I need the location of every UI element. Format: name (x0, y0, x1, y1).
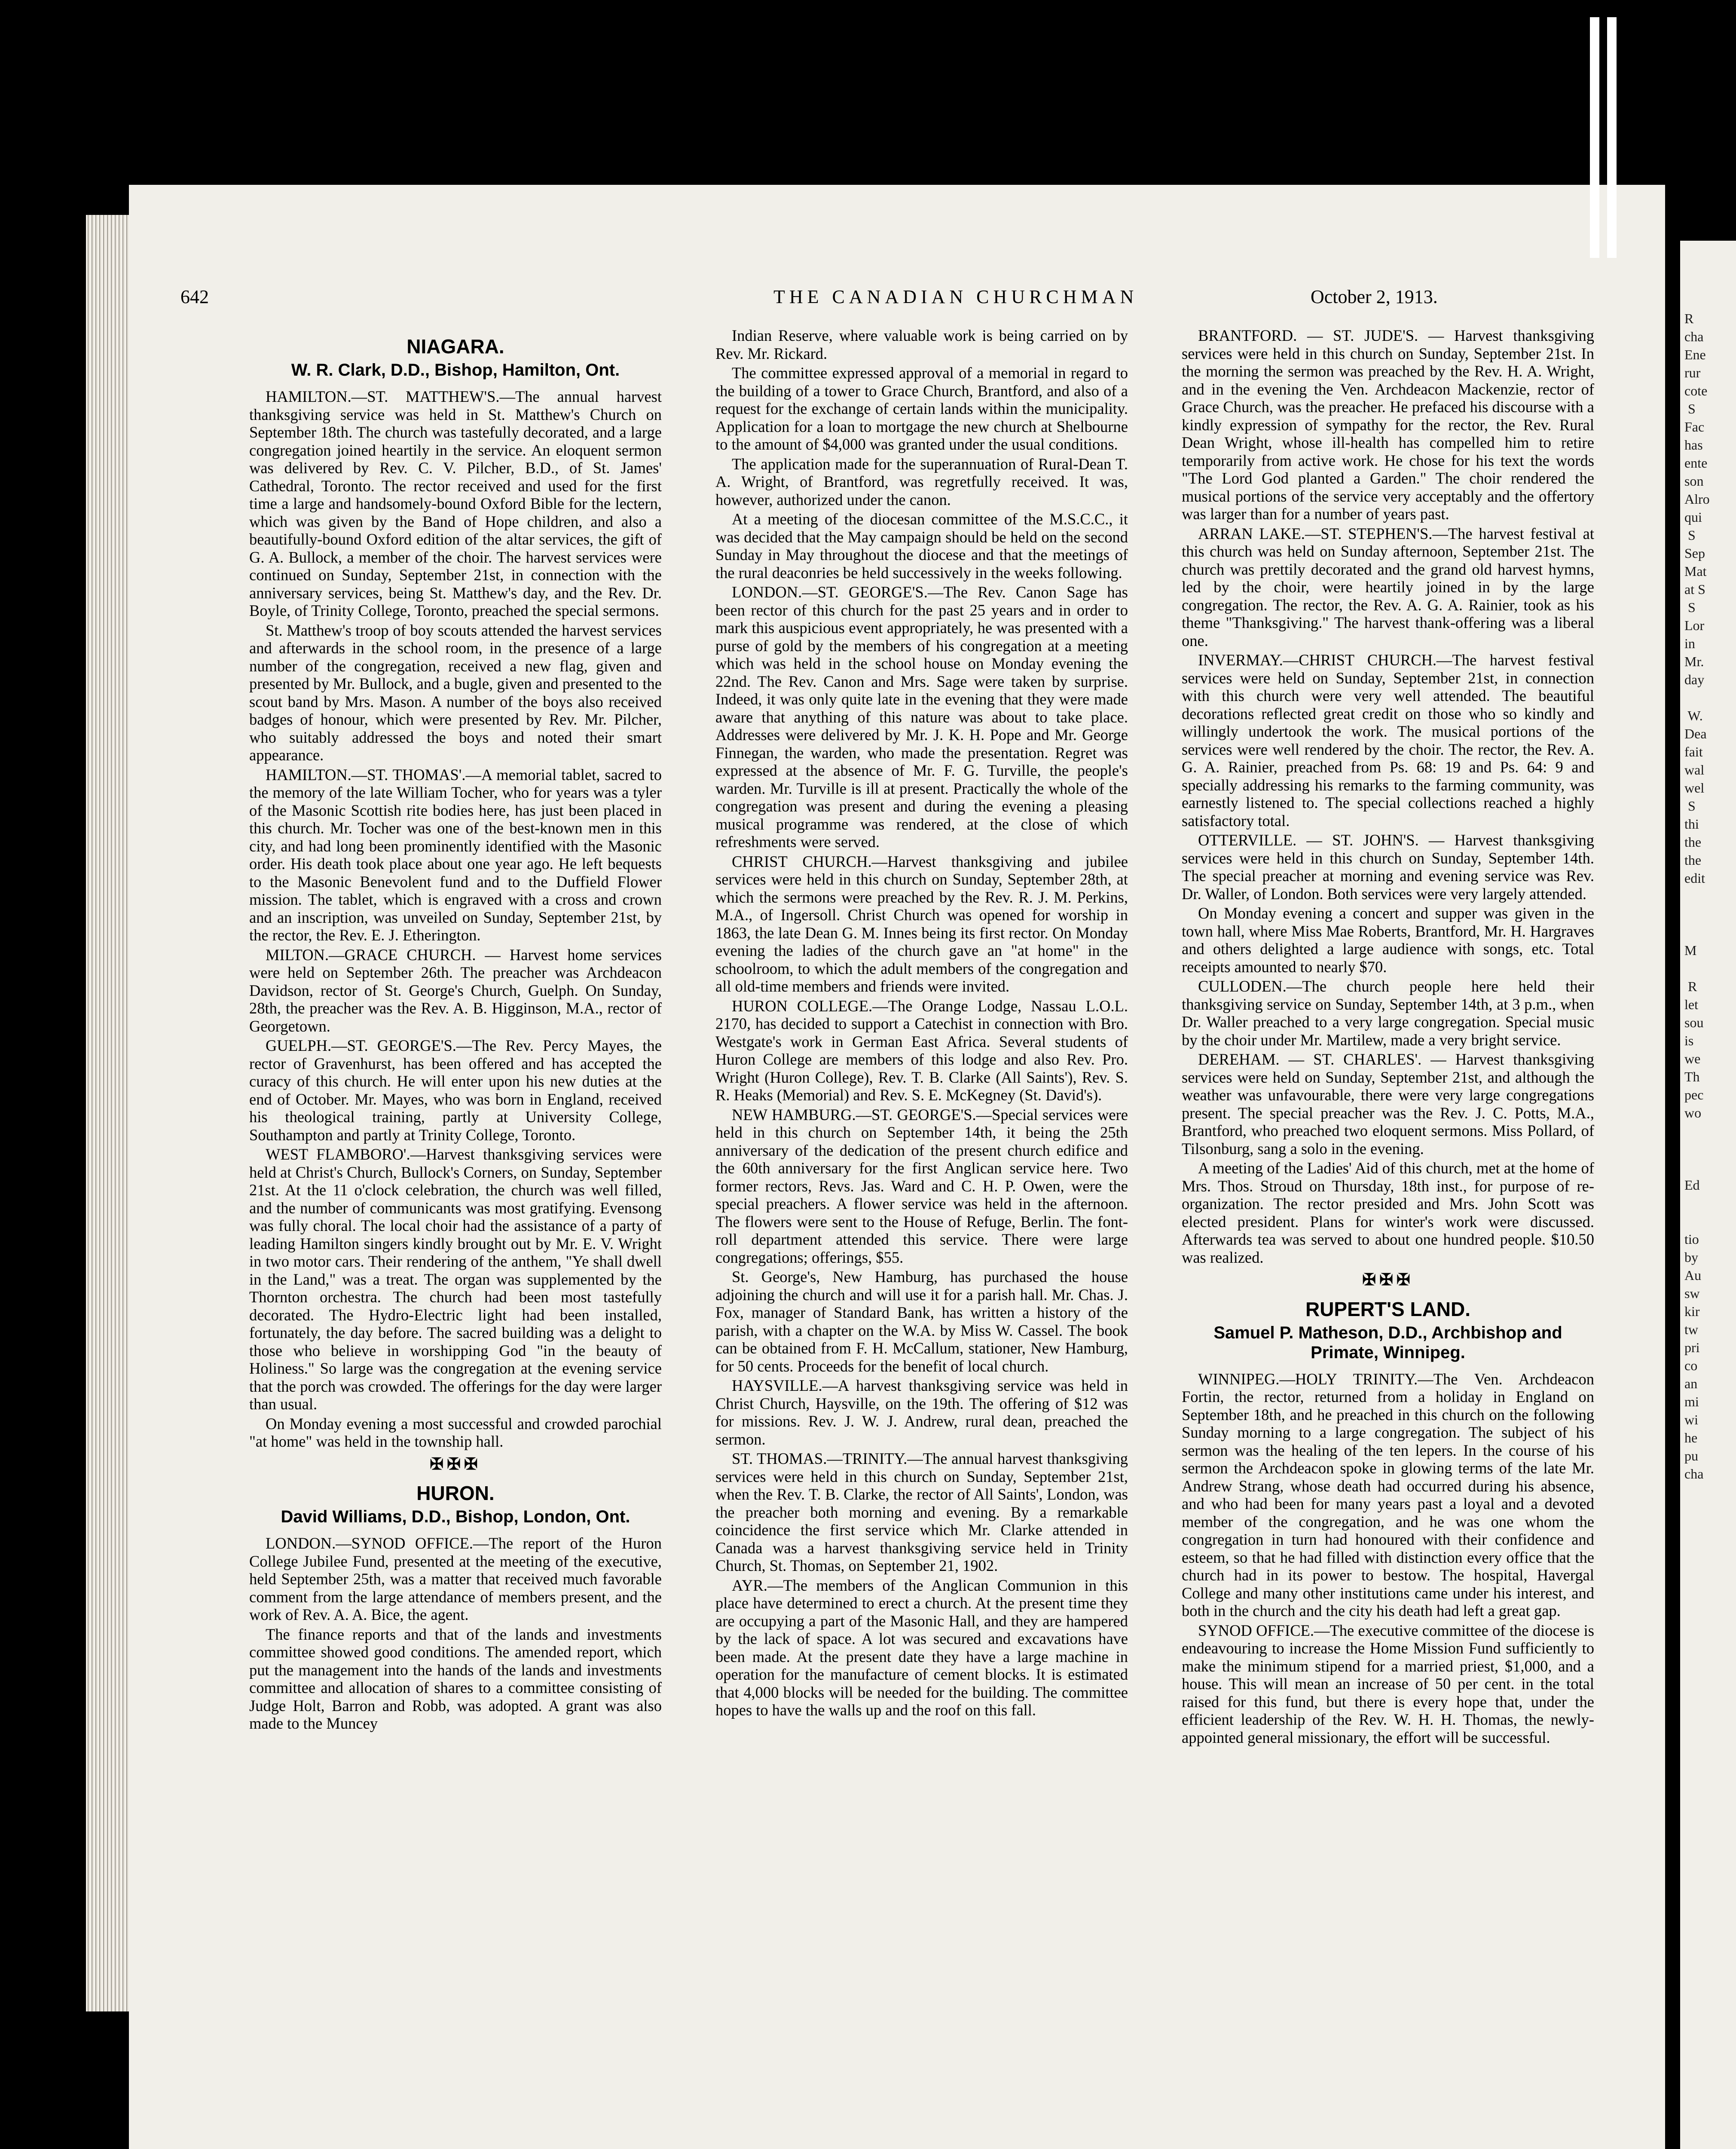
paragraph: AYR.—The members of the Anglican Communion in this place have determined to erect a church. At the present time they are occupying a part of the Masonic Hall, and they are hampered by the lack of space. A lot was secured and excavations have been made. At the present date they have a large machine in operation for the manufacture of cement blocks. It is estimated that 4,000 blocks will be needed for the building. The committee hopes to have the walls up and the roof on this fall. (715, 1576, 1128, 1719)
paragraph: MILTON.—GRACE CHURCH. — Harvest home services were held on September 26th. The preacher was Archdeacon Davidson, rector of St. George's Church, Guelph. On Sunday, 28th, the preacher was the Rev. A. B. Higginson, M.A., rector of Georgetown. (249, 946, 662, 1035)
paragraph: The finance reports and that of the lands and investments committee showed good conditions. The amended report, which put the management into the hands of the lands and investments committee and allocation of shares to a committee consisting of Judge Holt, Barron and Robb, was adopted. A grant was also made to the Muncey (249, 1625, 662, 1732)
adjacent-page-edge (1680, 241, 1736, 2149)
paragraph: A meeting of the Ladies' Aid of this church, met at the home of Mrs. Thos. Stroud on Thursday, 18th inst., for purpose of re-organization. The rector presided and Mrs. John Scott was elected president. Plans for winter's work were discussed. Afterwards tea was served to about one hundred people. $10.50 was realized. (1182, 1159, 1594, 1266)
paragraph: SYNOD OFFICE.—The executive committee of the diocese is endeavouring to increase the Home Mission Fund sufficiently to make the minimum stipend for a married priest, $1,000, and a house. This will mean an increase of 50 per cent. in the total raised for this fund, but there is every hope that, under the efficient leadership of the Rev. W. H. H. Thomas, the newly-appointed general missionary, the effort will be successful. (1182, 1621, 1594, 1746)
page-number: 642 (180, 286, 209, 307)
paragraph: ARRAN LAKE.—ST. STEPHEN'S.—The harvest festival at this church was held on Sunday afternoon, September 21st. The church was prettily decorated and the grand old harvest hymns, led by the choir, were heartily joined in by the large congregation. The rector, the Rev. A. G. A. Rainier, took as his theme "Thanksgiving." The harvest thank-offering was a liberal one. (1182, 524, 1594, 649)
binding-bar-top-1 (1590, 17, 1599, 258)
paragraph: LONDON.—SYNOD OFFICE.—The report of the Huron College Jubilee Fund, presented at the meeting of the executive, held September 25th, was a matter that received much favorable comment from the large attendance of members present, and the work of Rev. A. A. Bice, the agent. (249, 1534, 662, 1623)
paragraph: The application made for the superannuation of Rural-Dean T. A. Wright, of Brantford, was regretfully received. It was, however, authorized under the canon. (715, 455, 1128, 508)
section-bishop-huron: David Williams, D.D., Bishop, London, Ont. (281, 1507, 630, 1526)
paragraph: WEST FLAMBORO'.—Harvest thanksgiving services were held at Christ's Church, Bullock's Corners, on Sunday, September 21st. At the 11 o'clock celebration, the church was well filled, and the number of communicants was most gratifying. Evensong was fully choral. The local choir had the assistance of a party of leading Hamilton singers kindly brought out by Mr. E. V. Wright in two motor cars. Their rendering of the anthem, "Ye shall dwell in the Land," was a treat. The organ was supplemented by the Thornton orchestra. The church had been most tastefully decorated. The Hydro-Electric light had been installed, fortunately, the day before. The sacred building was a delight to those who believe in worshipping God "in the beauty of Holiness." So large was the congregation at the evening service that the porch was crowded. The offerings for the day were larger than usual. (249, 1145, 662, 1413)
section-title-niagara: NIAGARA. (406, 335, 504, 358)
adjacent-page-text-fragment: R cha Ene rur cote S Fac has ente son Alro qui S Sep Mat at S S Lor in Mr. day W. Dea fait wal wel S thi the the edit M R let sou is we Th pec wo Ed tio by Au sw kir tw pri co an mi wi he pu cha (1684, 311, 1710, 1482)
paragraph: HURON COLLEGE.—The Orange Lodge, Nassau L.O.L. 2170, has decided to support a Catechist in connection with Bro. Westgate's work in German East Africa. Several students of Huron College are members of this lodge and also Rev. Pro. Wright (Huron College), Rev. T. B. Clarke (All Saints'), Rev. S. R. Heaks (Memorial) and Rev. S. E. McKegney (St. David's). (715, 997, 1128, 1104)
paragraph: NEW HAMBURG.—ST. GEORGE'S.—Special services were held in this church on September 14th, it being the 25th anniversary of the dedication of the present church edifice and the 60th anniversary for the first Anglican service here. Two former rectors, Revs. Jas. Ward and C. H. P. Owen, were the special preachers. A flower service was held in the afternoon. The flowers were sent to the House of Refuge, Berlin. The font-roll department attended this service. There were large congregations; offerings, $55. (715, 1105, 1128, 1266)
publication-title: THE CANADIAN CHURCHMAN (773, 286, 1138, 307)
binding-bar-top-2 (1607, 17, 1617, 258)
section-ornament: ✠✠✠ (1362, 1271, 1414, 1289)
issue-date: October 2, 1913. (1311, 286, 1438, 307)
section-bishop-niagara: W. R. Clark, D.D., Bishop, Hamilton, Ont. (291, 361, 620, 380)
column-2 (715, 327, 1128, 1721)
column-3 (1182, 327, 1594, 1748)
column-1 (249, 327, 662, 1734)
paragraph: LONDON.—ST. GEORGE'S.—The Rev. Canon Sage has been rector of this church for the past 25 years and in order to mark this auspicious event appropriately, he was presented with a purse of gold by the members of his congregation at a meeting which was held in the school house on Monday evening the 22nd. The Rev. Canon and Mrs. Sage were taken by surprise. Indeed, it was only quite late in the evening that they were made aware that anything of this nature was about to take place. Addresses were delivered by Mr. J. K. H. Pope and Mr. George Finnegan, the warden, who made the presentation. Regret was expressed at the absence of Mr. F. G. Turville, the people's warden. Mr. Turville is ill at present. Practically the whole of the congregation was present and during the evening a pleasing musical programme was rendered, at the close of which refreshments were served. (715, 583, 1128, 851)
paragraph: HAMILTON.—ST. MATTHEW'S.—The annual harvest thanksgiving service was held in St. Matthew's Church on September 18th. The church was tastefully decorated, and a large congregation joined heartily in the service. An eloquent sermon was delivered by Rev. C. V. Pilcher, B.D., of St. James' Cathedral, Toronto. The rector received and used for the first time a large and handsomely-bound Oxford Bible for the lectern, which was given by the Band of Hope children, and also a beautifully-bound Oxford edition of the altar services, the gift of G. A. Bullock, a member of the choir. The harvest services were continued on Sunday, September 21st, in connection with the anniversary services, being St. Matthew's day, and the Rev. Dr. Boyle, of Trinity College, Toronto, preached the special sermons. (249, 388, 662, 619)
paragraph: St. Matthew's troop of boy scouts attended the harvest services and afterwards in the school room, in the presence of a large number of the congregation, received a new flag, given and presented by Mr. Bullock, and a bugle, given and presented to the scout band by Mrs. Mason. A number of the boys also received badges of honour, which were presented by Rev. Mr. Pilcher, who suitably addressed the boys and noted their smart appearance. (249, 621, 662, 764)
paragraph: CULLODEN.—The church people here held their thanksgiving service on Sunday, September 14th, at 3 p.m., when Dr. Waller preached to a very large congregation. Special music by the choir under Mr. Martilew, made a very bright service. (1182, 977, 1594, 1049)
paragraph: At a meeting of the diocesan committee of the M.S.C.C., it was decided that the May campaign should be held on the second Sunday in May throughout the diocese and that the meetings of the rural deaconries be held successively in the weeks following. (715, 510, 1128, 582)
paragraph: OTTERVILLE. — ST. JOHN'S. — Harvest thanksgiving services were held in this church on Sunday, September 14th. The special preacher at morning and evening service was Rev. Dr. Waller, of London. Both services were very largely attended. (1182, 831, 1594, 903)
section-bishop-ruperts-land: Samuel P. Matheson, D.D., Archbishop and Primate, Winnipeg. (1213, 1323, 1562, 1362)
paragraph: BRANTFORD. — ST. JUDE'S. — Harvest thanksgiving services were held in this church on Sunday, September 21st. In the morning the sermon was preached by the Rev. H. A. Wright, and in the evening the Ven. Archdeacon Mackenzie, rector of Grace Church, was the preacher. He prefaced his discourse with a kindly expression of sympathy for the rector, the Rev. Rural Dean Wright, whose ill-health has compelled him to retire temporarily from active work. He chose for his text the words "The Lord God planted a Garden." The choir rendered the musical portions of the service very acceptably and the offertory was larger than for a number of years past. (1182, 327, 1594, 523)
section-title-ruperts-land: RUPERT'S LAND. (1305, 1298, 1471, 1320)
paragraph: DEREHAM. — ST. CHARLES'. — Harvest thanksgiving services were held on Sunday, September 21st, and although the weather was unfavourable, there were very large congregations present. The special preacher was the Rev. J. C. Potts, M.A., Brantford, who preached two eloquent sermons. Miss Pollard, of Tilsonburg, sang a solo in the evening. (1182, 1050, 1594, 1157)
paragraph: HAMILTON.—ST. THOMAS'.—A memorial tablet, sacred to the memory of the late William Tocher, who for years was a tyler of the Masonic Scottish rite bodies here, has just been placed in this church. Mr. Tocher was one of the best-known men in this city, and had long been prominently identified with the Masonic order. His death took place about one year ago. He left bequests to the Masonic Benevolent fund and to the Duffield Flower mission. The tablet, which is engraved with a cross and crown and an inscription, was unveiled on Sunday, September 21st, by the rector, the Rev. E. J. Etherington. (249, 765, 662, 944)
paragraph: INVERMAY.—CHRIST CHURCH.—The harvest festival services were held on Sunday, September 21st, in connection with this church were very well attended. The beautiful decorations reflected great credit on those who so kindly and willingly undertook the work. The musical portions of the services were well rendered by the choir. The rector, the Rev. A. G. A. Rainier, preached from Ps. 68: 19 and Ps. 64: 9 and specially addressing his remarks to the farming community, was earnestly listened to. The special collections reached a highly satisfactory total. (1182, 651, 1594, 830)
paragraph: Indian Reserve, where valuable work is being carried on by Rev. Mr. Rickard. (715, 327, 1128, 362)
section-title-huron: HURON. (416, 1482, 495, 1504)
paragraph: ST. THOMAS.—TRINITY.—The annual harvest thanksgiving services were held in this church on Sunday, September 21st, when the Rev. T. B. Clarke, the rector of All Saints', London, was the preacher both morning and evening. By a remarkable coincidence the first service which Mr. Clarke attended in Canada was a harvest thanksgiving service held in Trinity Church, St. Thomas, on September 21, 1902. (715, 1450, 1128, 1574)
paragraph: WINNIPEG.—HOLY TRINITY.—The Ven. Archdeacon Fortin, the rector, returned from a holiday in England on September 18th, and he preached in this church on the following Sunday morning to a large congregation. The subject of his sermon was the healing of the ten lepers. In the course of his sermon the Archdeacon spoke in glowing terms of the late Mr. Andrew Strang, whose death had occurred during his absence, and who had been for many years past a loyal and a devoted member of the congregation, and he was one whom the congregation in turn had honoured with their confidence and esteem, so that he had filled with distinction every office that the church had in its power to bestow. The hospital, Havergal College and many other institutions came under his interest, and both in the church and the city his death had left a great gap. (1182, 1370, 1594, 1619)
book-page-edges (86, 215, 133, 2011)
paragraph: GUELPH.—ST. GEORGE'S.—The Rev. Percy Mayes, the rector of Gravenhurst, has been offered and has accepted the curacy of this church. He will enter upon his new duties at the end of October. Mr. Mayes, who was born in England, received his theological training, partly at University College, Southampton and partly at Trinity College, Toronto. (249, 1037, 662, 1144)
paragraph: On Monday evening a most successful and crowded parochial "at home" was held in the township hall. (249, 1414, 662, 1450)
paragraph: The committee expressed approval of a memorial in regard to the building of a tower to Grace Church, Brantford, and also of a request for the exchange of certain lands within the municipality. Application for a loan to mortgage the new church at Shelbourne to the amount of $4,000 was granted under the usual conditions. (715, 364, 1128, 453)
paragraph: CHRIST CHURCH.—Harvest thanksgiving and jubilee services were held in this church on Sunday, September 28th, at which the sermons were preached by the Rev. R. J. M. Perkins, M.A., of Ingersoll. Christ Church was opened for worship in 1863, the late Dean G. M. Innes being its first rector. On Monday evening the ladies of the church gave an "at home" in the schoolroom, to which the adult members of the congregation and all old-time members and friends were invited. (715, 852, 1128, 995)
paragraph: St. George's, New Hamburg, has purchased the house adjoining the church and will use it for a parish hall. Mr. Chas. J. Fox, manager of Standard Bank, has written a history of the parish, with a chapter on the W.A. by Miss W. Cassel. The book can be obtained from F. H. McCallum, stationer, New Hamburg, for 50 cents. Proceeds for the benefit of local church. (715, 1268, 1128, 1375)
paragraph: HAYSVILLE.—A harvest thanksgiving service was held in Christ Church, Haysville, on the 19th. The offering of $12 was for missions. Rev. J. W. J. Andrew, rural dean, preached the sermon. (715, 1377, 1128, 1448)
paragraph: On Monday evening a concert and supper was given in the town hall, where Miss Mae Roberts, Brantford, Mr. H. Hargraves and others delighted a large audience with songs, etc. Total receipts amounted to nearly $70. (1182, 904, 1594, 976)
page-header (0, 286, 1736, 320)
section-ornament: ✠✠✠ (430, 1455, 481, 1473)
